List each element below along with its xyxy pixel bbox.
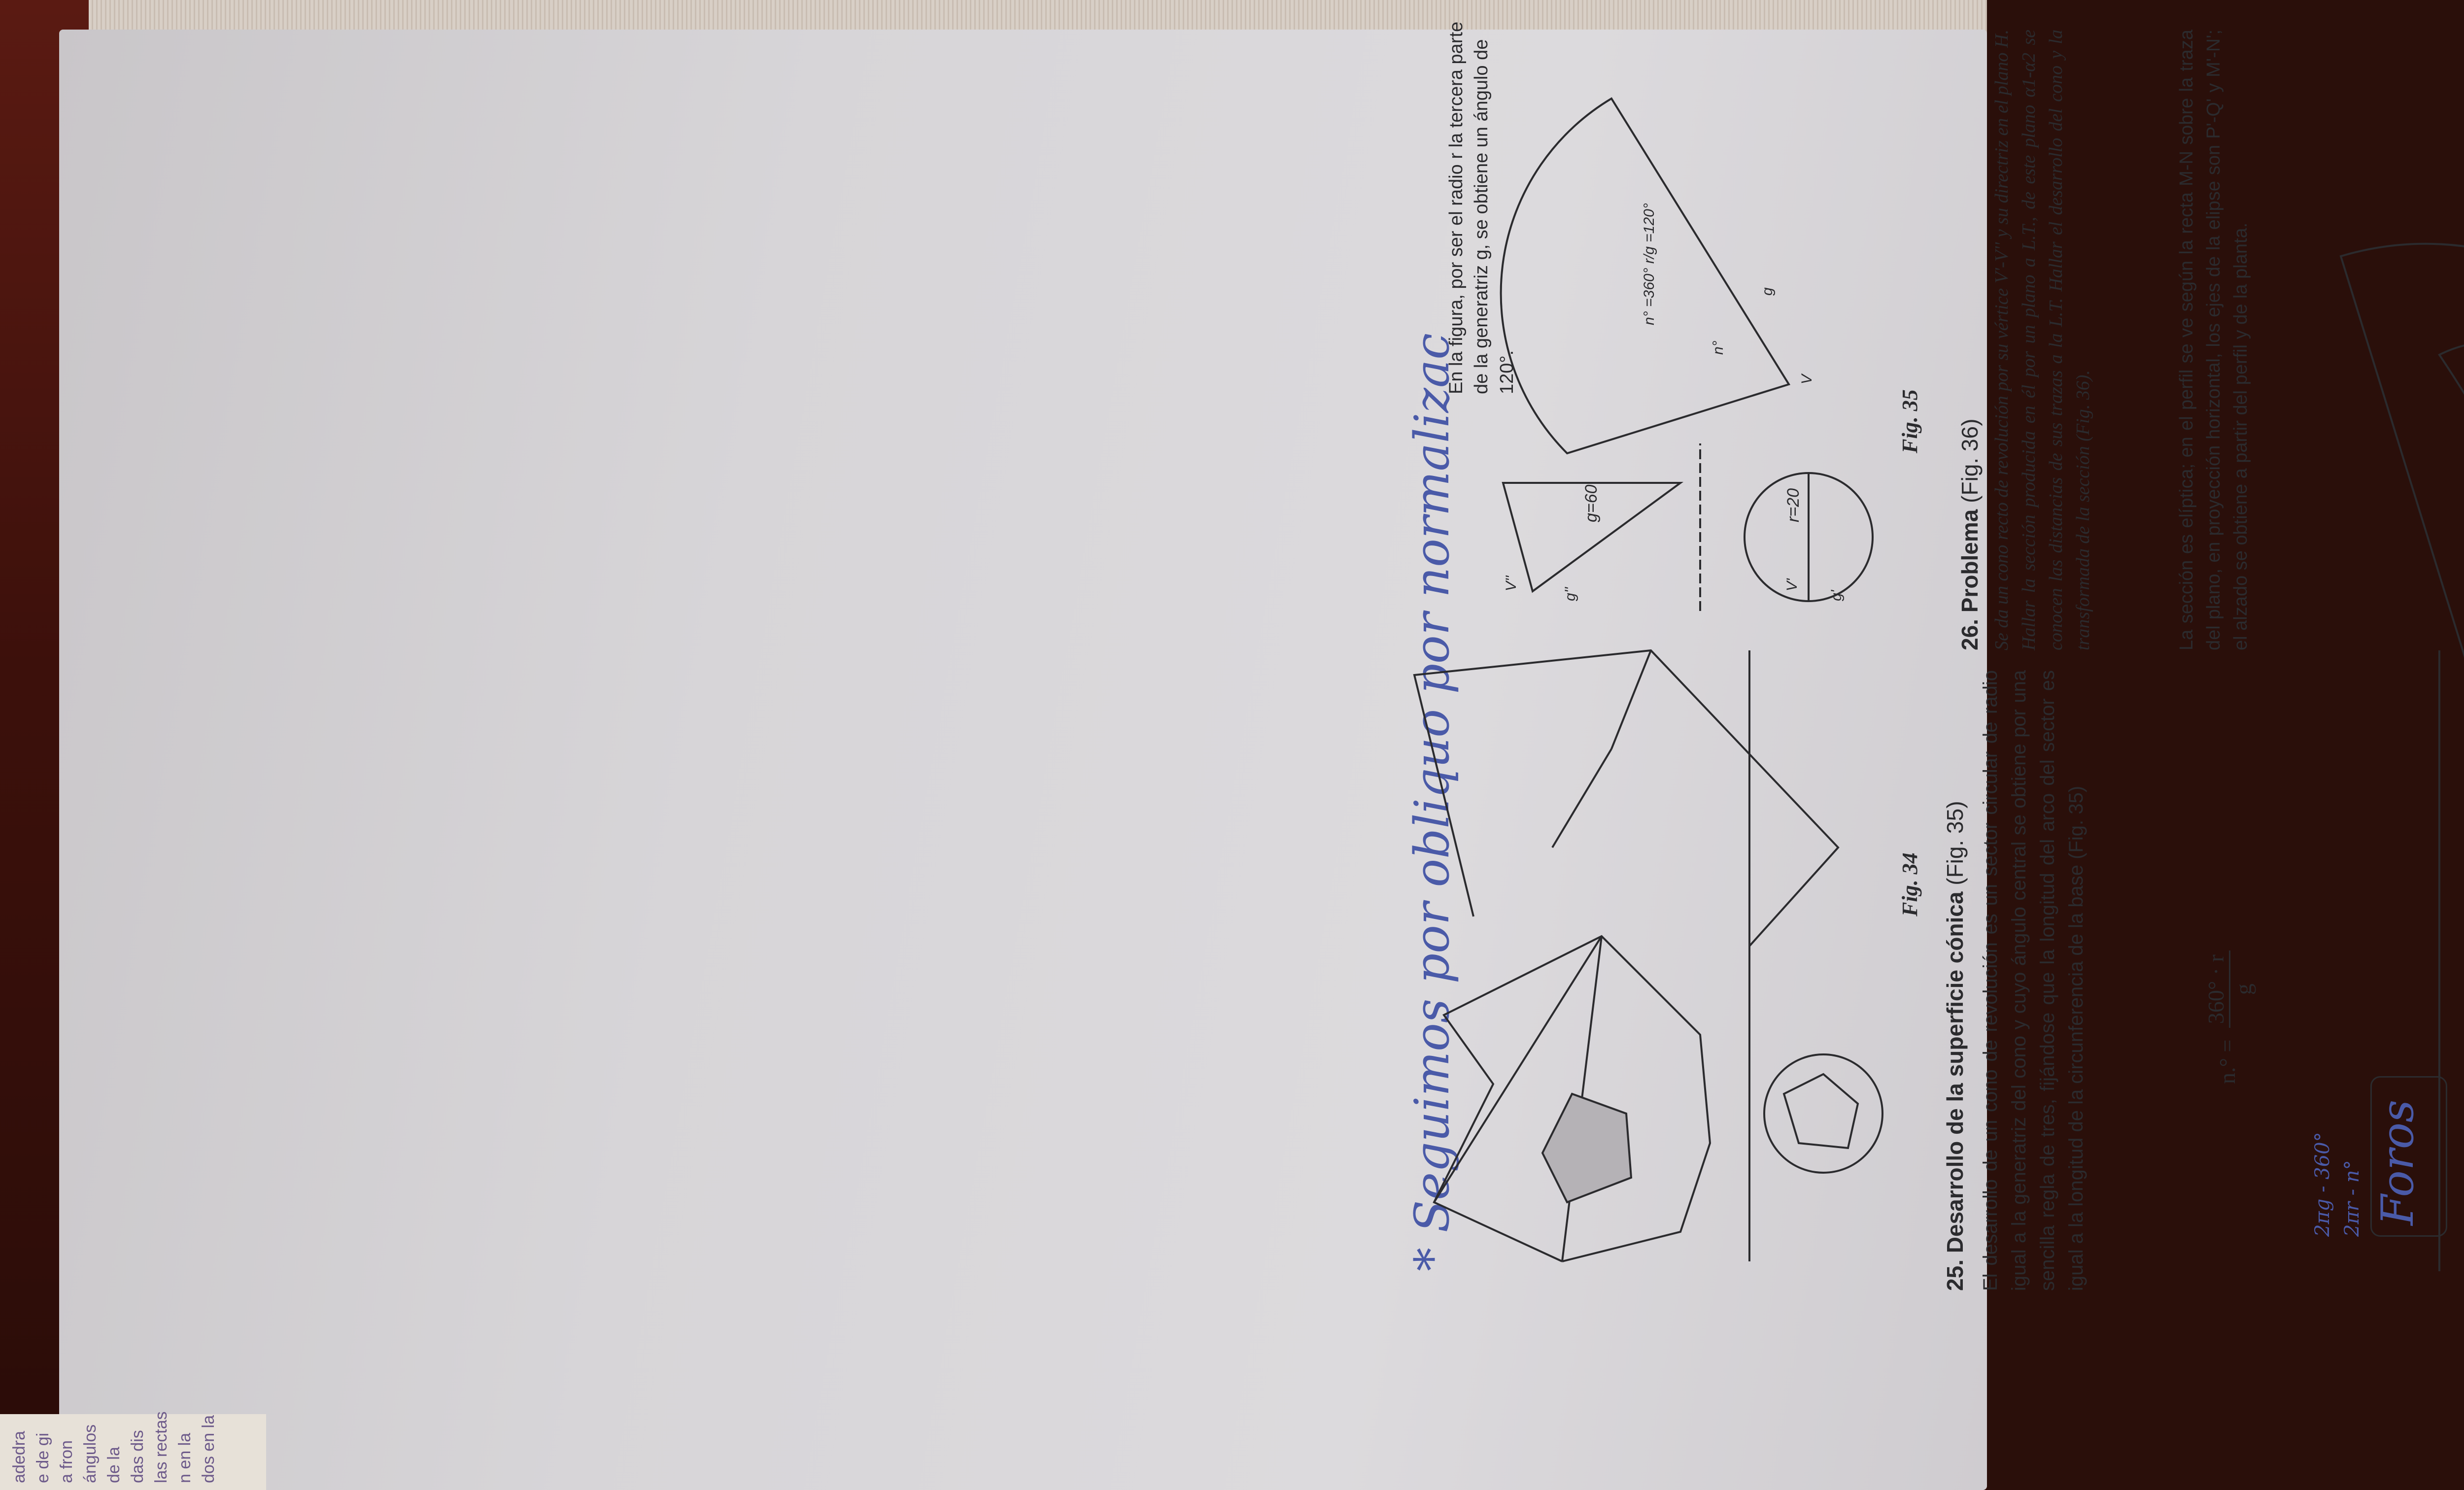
section-26-statement: Se da un cono recto de revolución por su vértice V'-V'' y su directriz en el plano H. Hallar la sección producida en él por un plano a L.T., de este plano α1-α2 se conocen las distancias de sus trazas a la L.T. Hallar el desarrollo del cono y la transformada de la sección (Fig. 36). (1991, 30, 2094, 650)
prev-line-6: las rectas (152, 1411, 171, 1483)
fig36-drawing (1404, 30, 2464, 1291)
fig35-sector-v: V (1799, 374, 1815, 384)
fig34-caption: Fig. 34 (1898, 852, 1922, 916)
section-25-body: El desarrollo de un cono de revolución es un sector circular de radio igual a la generatriz del cono y cuyo ángulo central se obtiene por una sencilla regla de tres, fijándose que la longitud del arco del sector es igual a la longitud de la circunferencia de la base (Fig. 35) (1980, 670, 2087, 1291)
section-25-title: Desarrollo de la superficie cónica (1942, 891, 1968, 1253)
handwritten-box: Foros (2370, 1076, 2447, 1237)
intro-paragraph: En la figura, por ser el radio r la tercera parte de la generatriz g, se obtiene un ángulo de 120°. (1446, 21, 1517, 394)
handwritten-calc-2: 2πr - n° (2341, 1160, 2363, 1237)
prev-line-5: das dis (128, 1430, 147, 1483)
section-25-number: 25. (1942, 1259, 1968, 1291)
formula-numerator: 360° · r (2203, 950, 2230, 1028)
handwritten-calc: 2πg - 360° (2311, 1132, 2334, 1237)
fig35-r-label: r=20 (1784, 488, 1803, 522)
fig35-sector-g: g (1759, 287, 1776, 296)
prev-line-3: ángulos (81, 1424, 100, 1483)
section-26-title: Problema (1957, 509, 1983, 613)
fig35-sector-n: n° (1710, 340, 1726, 355)
fig35-g-plan: g' (1828, 590, 1845, 601)
fig35-caption: Fig. 35 (1898, 389, 1922, 453)
prev-line-2: a fron (57, 1440, 76, 1483)
section-25-ref: (Fig. 35) (1942, 801, 1968, 885)
fig35-g-side: g'' (1562, 587, 1578, 601)
prev-line-1: e de gi (34, 1432, 52, 1483)
fig35-angle-formula: n° =360° r/g =120° (1641, 203, 1657, 325)
section-26-body: La sección es elíptica; en el perfil se ve según la recta M-N sobre la traza del plano, en proyección horizontal, los ejes de la elipse son P'-Q' y M'-N'; el alzado se obtiene a partir del perfil y de la planta. (2176, 30, 2252, 650)
fig35-v-top: V'' (1503, 576, 1519, 591)
formula-lhs: n.° = (2215, 1039, 2240, 1084)
prev-line-0: adedra (10, 1431, 29, 1483)
fig35-v-plan: V' (1784, 578, 1800, 591)
section-26-ref: (Fig. 36) (1957, 418, 1983, 503)
prev-line-4: de la (104, 1447, 123, 1483)
page-content (1404, 21, 2464, 1291)
formula-denominator: g (2231, 983, 2256, 995)
section-26-number: 26. (1957, 619, 1983, 650)
fig35-g-label: g=60 (1582, 484, 1601, 522)
prev-line-7: n en la (175, 1432, 194, 1483)
handwritten-note: * Seguimos por obliquo por normalizac (1404, 333, 1460, 1271)
prev-line-8: dos en la (199, 1415, 218, 1483)
